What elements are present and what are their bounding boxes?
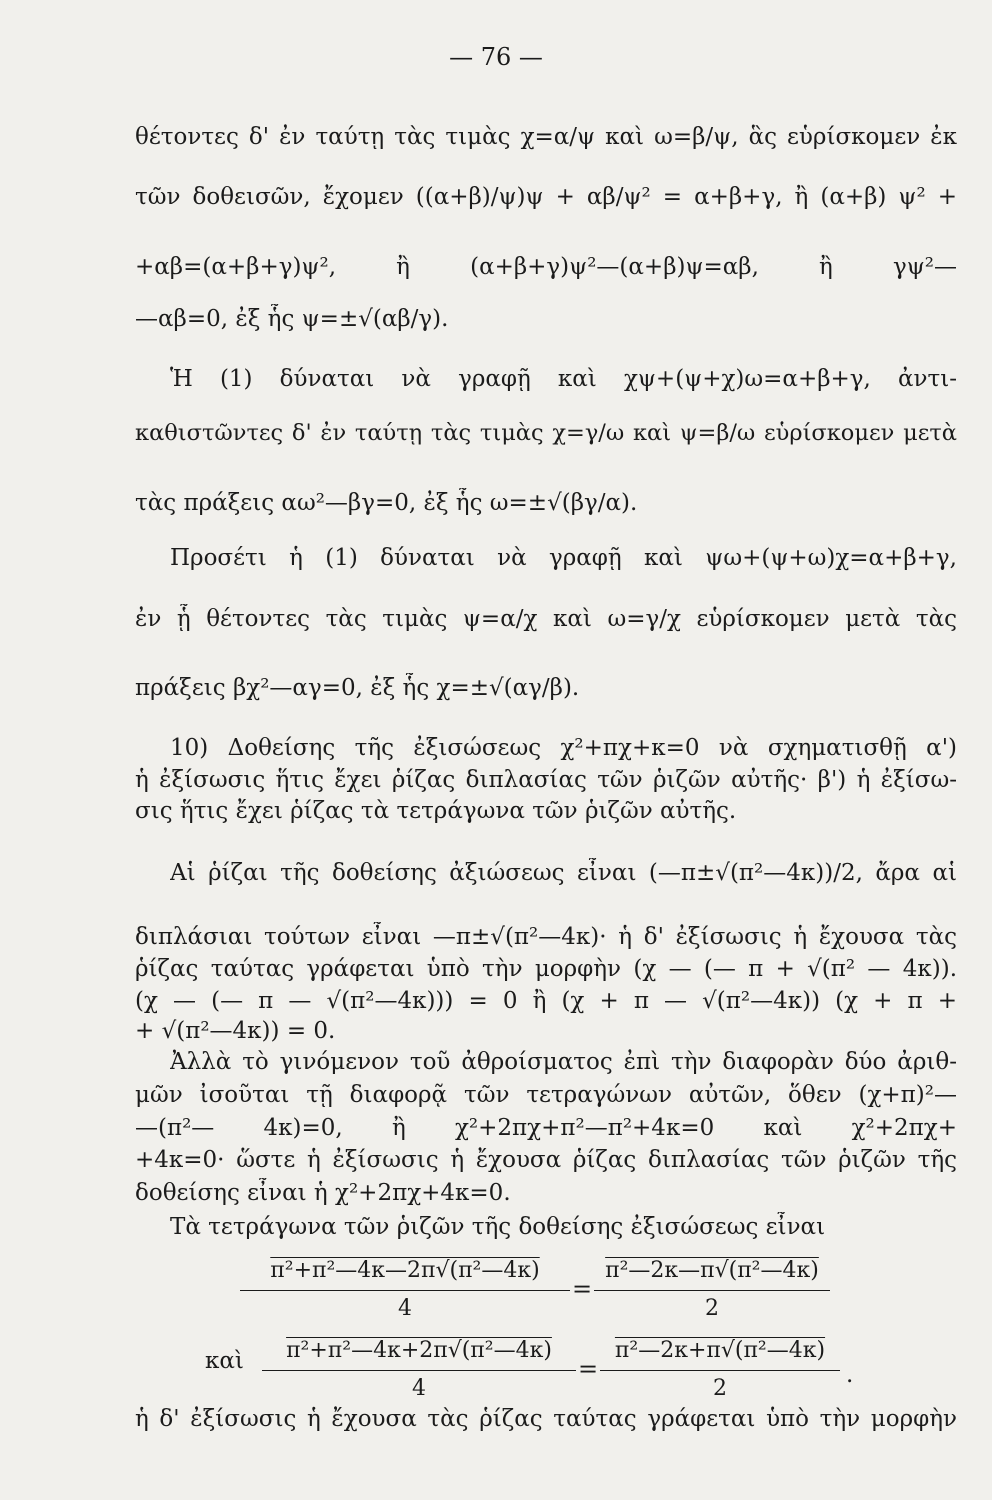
- text-line-24: Τὰ τετράγωνα τῶν ῥιζῶν τῆς δοθείσης ἐξισώσεως εἶναι: [170, 1214, 826, 1240]
- page-number: — 76 —: [449, 43, 543, 71]
- text-line-4: —αβ=0, ἐξ ἧς ψ=±√(αβ/γ).: [135, 306, 449, 332]
- text-line-15: διπλάσιαι τούτων εἶναι —π±√(π²—4κ)· ἡ δ' ἐξίσωσις ἡ ἔχουσα τὰς: [135, 924, 957, 950]
- eq2-numerator-right: π²—2κ+π√(π²—4κ): [614, 1338, 826, 1363]
- text-line-18: + √(π²—4κ)) = 0.: [135, 1018, 336, 1044]
- text-line-17: (χ — (— π — √(π²—4κ))) = 0 ἢ (χ + π — √(π²—4κ)) (χ + π +: [135, 988, 957, 1014]
- text-line-10: πράξεις βχ²—αγ=0, ἐξ ἧς χ=±√(αγ/β).: [135, 675, 580, 701]
- eq1-fraction-bar-left: [240, 1290, 570, 1291]
- text-line-3: +αβ=(α+β+γ)ψ², ἢ (α+β+γ)ψ²—(α+β)ψ=αβ, ἢ γψ²—: [135, 254, 957, 280]
- text-line-23: δοθείσης εἶναι ἡ χ²+2πχ+4κ=0.: [135, 1180, 511, 1206]
- eq1-equals: =: [572, 1275, 593, 1303]
- eq1-fraction-bar-right: [594, 1290, 830, 1291]
- text-line-11: 10) Δοθείσης τῆς ἐξισώσεως χ²+πχ+κ=0 νὰ σχηματισθῇ α'): [170, 735, 957, 761]
- text-line-8: Προσέτι ἡ (1) δύναται νὰ γραφῇ καὶ ψω+(ψ+ω)χ=α+β+γ,: [170, 545, 957, 571]
- text-line-7: τὰς πράξεις αω²—βγ=0, ἐξ ἧς ω=±√(βγ/α).: [135, 490, 638, 516]
- eq1-denominator-left: 4: [398, 1296, 412, 1321]
- text-line-9: ἐν ᾗ θέτοντες τὰς τιμὰς ψ=α/χ καὶ ω=γ/χ εὑρίσκομεν μετὰ τὰς: [135, 606, 957, 632]
- eq2-denominator-right: 2: [713, 1376, 727, 1401]
- text-line-21: —(π²— 4κ)=0, ἢ χ²+2πχ+π²—π²+4κ=0 καὶ χ²+2πχ+: [135, 1115, 957, 1141]
- text-line-12: ἡ ἐξίσωσις ἥτις ἔχει ῥίζας διπλασίας τῶν ῥιζῶν αὐτῆς· β') ἡ ἐξίσω-: [135, 767, 957, 793]
- text-line-13: σις ἥτις ἔχει ῥίζας τὰ τετράγωνα τῶν ῥιζῶν αὐτῆς.: [135, 798, 737, 824]
- text-line-19: Ἀλλὰ τὸ γινόμενον τοῦ ἀθροίσματος ἐπὶ τὴν διαφορὰν δύο ἀριθ-: [170, 1049, 957, 1075]
- text-line-5: Ἡ (1) δύναται νὰ γραφῇ καὶ χψ+(ψ+χ)ω=α+β+γ, ἀντι-: [170, 366, 957, 392]
- eq2-denominator-left: 4: [412, 1376, 426, 1401]
- text-line-6: καθιστῶντες δ' ἐν ταύτῃ τὰς τιμὰς χ=γ/ω καὶ ψ=β/ω εὑρίσκομεν μετὰ: [135, 420, 957, 446]
- eq2-numerator-left: π²+π²—4κ+2π√(π²—4κ): [286, 1338, 552, 1363]
- eq2-prefix: καὶ: [205, 1348, 244, 1374]
- eq1-numerator-left: π²+π²—4κ—2π√(π²—4κ): [270, 1258, 540, 1283]
- text-line-1: θέτοντες δ' ἐν ταύτῃ τὰς τιμὰς χ=α/ψ καὶ ω=β/ψ, ἃς εὑρίσκομεν ἐκ: [135, 124, 957, 150]
- text-line-14: Αἱ ῥίζαι τῆς δοθείσης ἀξιώσεως εἶναι (—π±√(π²—4κ))/2, ἄρα αἱ: [170, 860, 957, 886]
- text-line-16: ῥίζας ταύτας γράφεται ὑπὸ τὴν μορφὴν (χ — (— π + √(π² — 4κ)).: [135, 956, 957, 982]
- eq2-fraction-bar-left: [262, 1370, 576, 1371]
- eq1-numerator-right: π²—2κ—π√(π²—4κ): [605, 1258, 819, 1283]
- text-line-20: μῶν ἰσοῦται τῇ διαφορᾷ τῶν τετραγώνων αὐτῶν, ὅθεν (χ+π)²—: [135, 1082, 957, 1108]
- eq2-fraction-bar-right: [600, 1370, 840, 1371]
- eq1-denominator-right: 2: [705, 1296, 719, 1321]
- text-line-last: ἡ δ' ἐξίσωσις ἡ ἔχουσα τὰς ῥίζας ταύτας γράφεται ὑπὸ τὴν μορφὴν: [135, 1406, 957, 1432]
- eq2-period: .: [846, 1362, 854, 1388]
- eq2-equals: =: [578, 1355, 599, 1383]
- text-line-2: τῶν δοθεισῶν, ἔχομεν ((α+β)/ψ)ψ + αβ/ψ² = α+β+γ, ἢ (α+β) ψ² +: [135, 184, 957, 210]
- text-line-22: +4κ=0· ὥστε ἡ ἐξίσωσις ἡ ἔχουσα ῥίζας διπλασίας τῶν ῥιζῶν τῆς: [135, 1147, 957, 1173]
